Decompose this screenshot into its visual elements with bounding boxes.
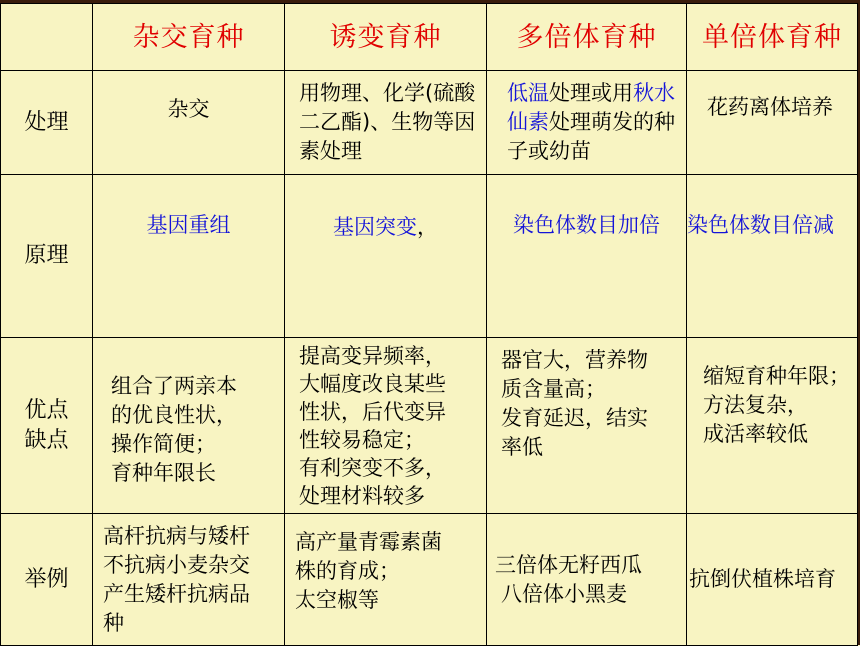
example-mutation-cell — [285, 514, 487, 646]
row-label-example: 举例 — [1, 514, 93, 646]
header-polyploid-breeding: 多倍体育种 — [487, 4, 687, 71]
processing-mutation-cell: 用物理、化学(硫酸二乙酯)、生物等因素处理 — [285, 71, 487, 175]
list-item: 方法复杂， — [703, 393, 808, 417]
list-item: 种 — [103, 610, 124, 635]
header-haploid-breeding: 单倍体育种 — [687, 4, 858, 71]
principle-haploid-cell: 染色体数目倍减 — [687, 175, 858, 338]
processing-hybrid-cell: 杂交 — [93, 71, 285, 175]
principle-mutation-cell — [285, 175, 487, 338]
list-item: 组合了两亲本 — [111, 373, 237, 398]
list-item: 处理材料较多 — [299, 483, 425, 508]
example-polyploid-cell — [487, 514, 687, 646]
processing-seedling-text: 处理萌发的种子或幼苗 — [507, 110, 675, 163]
list-item: 操作简便； — [111, 431, 216, 456]
gene-mutation-text: 基因突变 — [333, 215, 417, 239]
list-item: 株的育成； — [295, 559, 400, 583]
row-label-principle: 原理 — [1, 175, 93, 338]
list-item: 不抗病小麦杂交 — [103, 552, 250, 577]
list-item: 太空椒等 — [295, 588, 379, 612]
list-item: 有利突变不多， — [299, 455, 446, 480]
colchicine-text: 秋水仙素 — [507, 81, 675, 134]
list-item: 器官大，营养物 — [501, 348, 648, 372]
row-label-pros-cons — [1, 338, 93, 514]
list-item: 发育延迟，结实 — [501, 406, 648, 430]
principle-polyploid-cell: 染色体数目加倍 — [487, 175, 687, 338]
list-item: 提高变异频率， — [299, 343, 446, 368]
example-hybrid-cell — [93, 514, 285, 646]
principle-hybrid-cell: 基因重组 — [93, 175, 285, 338]
proscons-haploid-cell — [687, 338, 858, 514]
processing-haploid-cell: 花药离体培养 — [687, 71, 858, 175]
list-item: 缩短育种年限； — [703, 364, 850, 388]
list-item: 高杆抗病与矮杆 — [103, 523, 250, 548]
example-haploid-cell: 抗倒伏植株培育 — [687, 514, 858, 646]
label-cons: 缺点 — [24, 427, 69, 453]
row-label-processing: 处理 — [1, 71, 93, 175]
proscons-hybrid-cell — [93, 338, 285, 514]
low-temperature-text: 低温 — [507, 81, 549, 105]
table-row-processing — [1, 71, 858, 175]
processing-or-text: 处理或用 — [549, 81, 633, 105]
header-corner-cell — [1, 4, 93, 71]
breeding-comparison-table — [0, 3, 858, 646]
label-pros: 优点 — [24, 397, 69, 423]
list-item: 成活率较低 — [703, 422, 808, 446]
list-item: 高产量青霉素菌 — [295, 530, 442, 554]
list-item: 三倍体无籽西瓜 — [495, 552, 642, 577]
list-item: 的优良性状， — [111, 402, 237, 427]
table-row-pros-cons — [1, 338, 858, 514]
list-item: 率低 — [501, 435, 543, 459]
table-row-example — [1, 514, 858, 646]
list-item: 质含量高； — [501, 377, 606, 401]
list-item: 八倍体小黑麦 — [501, 581, 627, 606]
list-item: 性状，后代变异 — [299, 399, 446, 424]
list-item: 育种年限长 — [111, 460, 216, 485]
list-item: 性较易稳定； — [299, 427, 425, 452]
list-item: 产生矮杆抗病品 — [103, 581, 250, 606]
proscons-polyploid-cell — [487, 338, 687, 514]
proscons-mutation-cell — [285, 338, 487, 514]
header-hybrid-breeding: 杂交育种 — [93, 4, 285, 71]
table-header-row — [1, 4, 858, 71]
header-mutation-breeding: 诱变育种 — [285, 4, 487, 71]
table-row-principle — [1, 175, 858, 338]
processing-polyploid-cell — [487, 71, 687, 175]
principle-comma: ， — [417, 215, 438, 239]
list-item: 大幅度改良某些 — [299, 371, 446, 396]
